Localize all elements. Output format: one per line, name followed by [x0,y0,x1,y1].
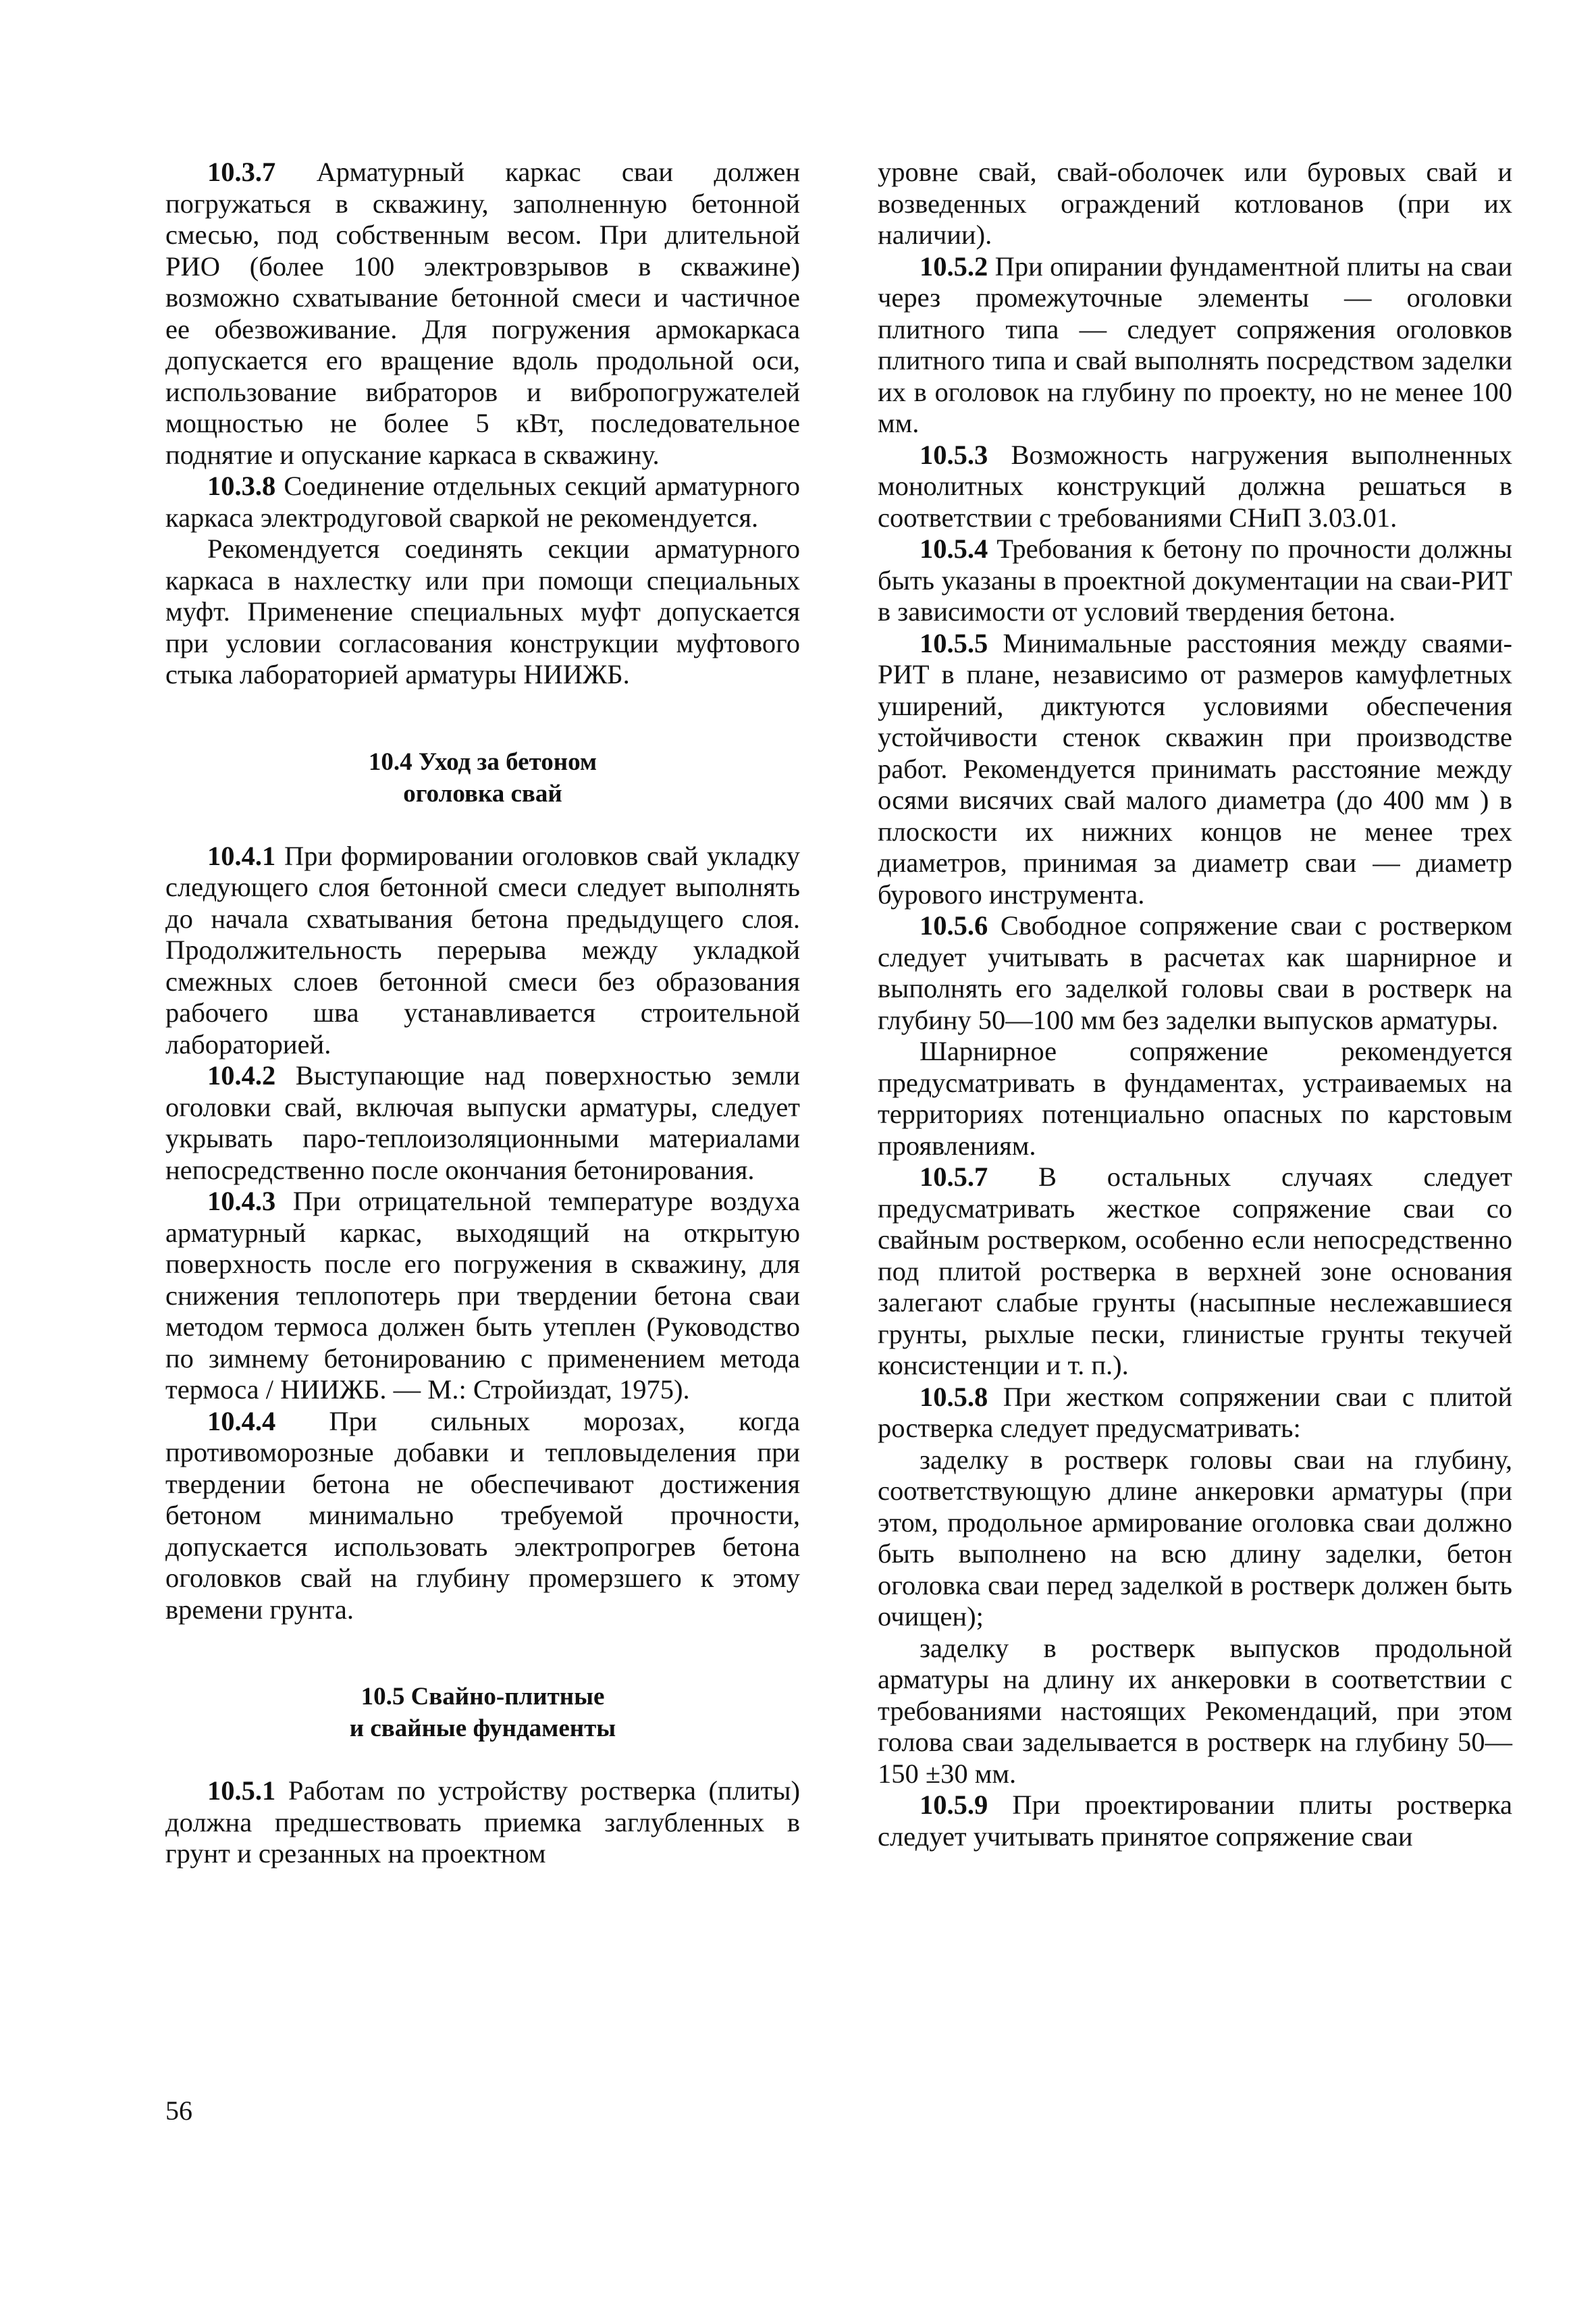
paragraph-10-4-4 [165,1406,800,1626]
paragraph-text: Шарнирное сопряжение рекомендуется предусматривать в фундаментах, устраиваемых на территориях потенциально опасных по карстовым проявлениям. [878,1036,1512,1161]
paragraph-text: Минимальные расстояния между сваями-РИТ в плане, независимо от размеров камуфлетных уширений, диктуются условиями обеспечения устойчивости стенок скважин при производстве работ. Рекомендуется принимать расстояние между осями висячих свай малого диаметра (до 400 мм ) в плоскости их нижних концов не менее трех диаметров, принимая за диаметр сваи — диаметр бурового инструмента. [878,627,1512,910]
paragraph-text: Арматурный каркас сваи должен погружаться в скважину, заполненную бетонной смесью, под собственным весом. При длительной РИО (более 100 электровзрывов в скважине) возможно схватывание бетонной смеси и частичное ее обезвоживание. Для погружения армокаркаса допускается его вращение вдоль продольной оси, использование вибраторов и вибропогружателей мощностью не более 5 кВт, последовательное поднятие и опускание каркаса в скважину. [165,157,801,470]
paragraph-text: При сильных морозах, когда противоморозные добавки и тепловыделения при твердении бетона не обеспечивают достижения бетоном минимально требуемой прочности, допускается использовать электропрогрев бетона оголовков свай на глубину промерзшего к этому времени грунта. [165,1405,801,1625]
paragraph-continuation [878,157,1512,251]
paragraph-text: Возможность нагружения выполненных монолитных конструкций должна решаться в соответствии с требованиями СНиП 3.03.01. [878,439,1512,533]
paragraph-text: заделку в ростверк выпусков продольной арматуры на длину их анкеровки в соответствии с требованиями настоящих Рекомендаций, при этом голова сваи заделывается в ростверк на глубину 50—150 ±30 мм. [878,1632,1512,1789]
clause-number: 10.5.3 [920,439,988,470]
clause-number: 10.5.1 [207,1775,276,1806]
paragraph-text: Выступающие над поверхностью земли оголовки свай, включая выпуски арматуры, следует укрывать паро-теплоизоляционными материалами непосредственно после окончания бетонирования. [165,1060,801,1185]
paragraph-text: Рекомендуется соединять секции арматурного каркаса в нахлестку или при помощи специальных муфт. Применение специальных муфт допускается при условии согласования конструкции муфтового стыка лабораторией арматуры НИИЖБ. [165,533,800,689]
clause-number: 10.4.4 [207,1405,276,1436]
paragraph-10-4-3 [165,1186,800,1406]
list-item [878,1444,1512,1633]
clause-number: 10.5.7 [920,1161,988,1192]
paragraph-text: При проектировании плиты ростверка следует учитывать принятое сопряжение сваи [878,1790,1512,1852]
paragraph-text: При отрицательной температуре воздуха арматурный каркас, выходящий на открытую поверхность после его погружения в скважину, для снижения теплопотерь при твердении бетона сваи методом термоса должен быть утеплен (Руководство по зимнему бетонированию с применением метода термоса / НИИЖБ. — М.: Стройиздат, 1975). [165,1186,800,1405]
clause-number: 10.5.8 [920,1381,988,1412]
paragraph-10-5-7 [878,1161,1512,1382]
clause-number: 10.5.6 [920,910,988,941]
heading-line: оголовка свай [403,779,562,808]
paragraph-10-5-4 [878,533,1512,628]
paragraph-10-5-1 [165,1775,800,1870]
clause-number: 10.4.1 [207,840,276,871]
paragraph-text: Работам по устройству ростверка (плиты) должна предшествовать приемка заглубленных в грунт и срезанных на проектном [165,1775,801,1869]
heading-line: 10.4 Уход за бетоном [368,748,597,776]
paragraph-10-5-2 [878,251,1512,440]
paragraph-text: Соединение отдельных секций арматурного каркаса электродуговой сваркой не рекомендуется. [165,471,800,533]
paragraph-10-4-2 [165,1060,800,1186]
clause-number: 10.5.2 [920,251,988,282]
paragraph-text: При опирании фундаментной плиты на сваи через промежуточные элементы — оголовки плитного типа — следует сопряжения оголовков плитного типа и свай выполнять посредством заделки их в оголовок на глубину по проекту, но не менее 100 мм. [878,251,1513,438]
clause-number: 10.4.2 [207,1060,276,1091]
left-column [165,157,800,1870]
clause-number: 10.5.4 [920,533,988,564]
heading-line: 10.5 Свайно-плитные [361,1683,605,1711]
right-column [878,157,1512,1852]
paragraph-10-5-8 [878,1382,1512,1444]
clause-number: 10.3.8 [207,471,276,501]
paragraph-text: При формировании оголовков свай укладку следующего слоя бетонной смеси следует выполнять до начала схватывания бетона предыдущего слоя. Продолжительность перерыва между укладкой смежных слоев бетонной смеси без образования рабочего шва устанавливается строительной лабораторией. [165,840,801,1060]
paragraph-text: заделку в ростверк головы сваи на глубину, соответствующую длине анкеровки арматуры (при этом, продольное армирование оголовка сваи должно быть выполнено на всю длину заделки, бетон оголовка сваи перед заделкой в ростверк должен быть очищен); [878,1444,1512,1631]
paragraph-text: При жестком сопряжении сваи с плитой ростверка следует предусматривать: [878,1381,1512,1443]
paragraph-10-5-5 [878,628,1512,911]
paragraph-text: Требования к бетону по прочности должны быть указаны в проектной документации на сваи-РИТ в зависимости от условий твердения бетона. [878,533,1513,627]
clause-number: 10.3.7 [207,157,276,187]
paragraph-text: Свободное сопряжение сваи с ростверком следует учитывать в расчетах как шарнирное и выполнять его заделкой головы сваи в ростверк на глубину 50—100 мм без заделки выпусков арматуры. [878,910,1512,1035]
paragraph-10-3-7 [165,157,800,471]
paragraph-10-3-8 [165,471,800,533]
section-heading-10-4 [165,746,800,810]
heading-line: и свайные фундаменты [349,1715,616,1742]
clause-number: 10.5.5 [920,627,988,658]
paragraph-hinged-connection [878,1036,1512,1161]
paragraph-text: уровне свай, свай-оболочек или буровых свай и возведенных ограждений котлованов (при их наличии). [878,157,1512,250]
paragraph-10-4-1 [165,841,800,1061]
paragraph-recommend-splicing [165,533,800,691]
paragraph-10-5-3 [878,440,1512,534]
clause-number: 10.5.9 [920,1790,988,1820]
list-item [878,1633,1512,1790]
paragraph-10-5-9 [878,1790,1512,1852]
section-heading-10-5 [165,1681,800,1744]
page-number: 56 [165,2095,192,2126]
paragraph-10-5-6 [878,910,1512,1036]
clause-number: 10.4.3 [207,1186,276,1216]
paragraph-text: В остальных случаях следует предусматривать жесткое сопряжение сваи со свайным ростверком, особенно если непосредственно под плитой ростверка в верхней зоне основания залегают слабые грунты (насыпные неслежавшиеся грунты, рыхлые пески, глинистые грунты текучей консистенции и т. п.). [878,1161,1512,1380]
